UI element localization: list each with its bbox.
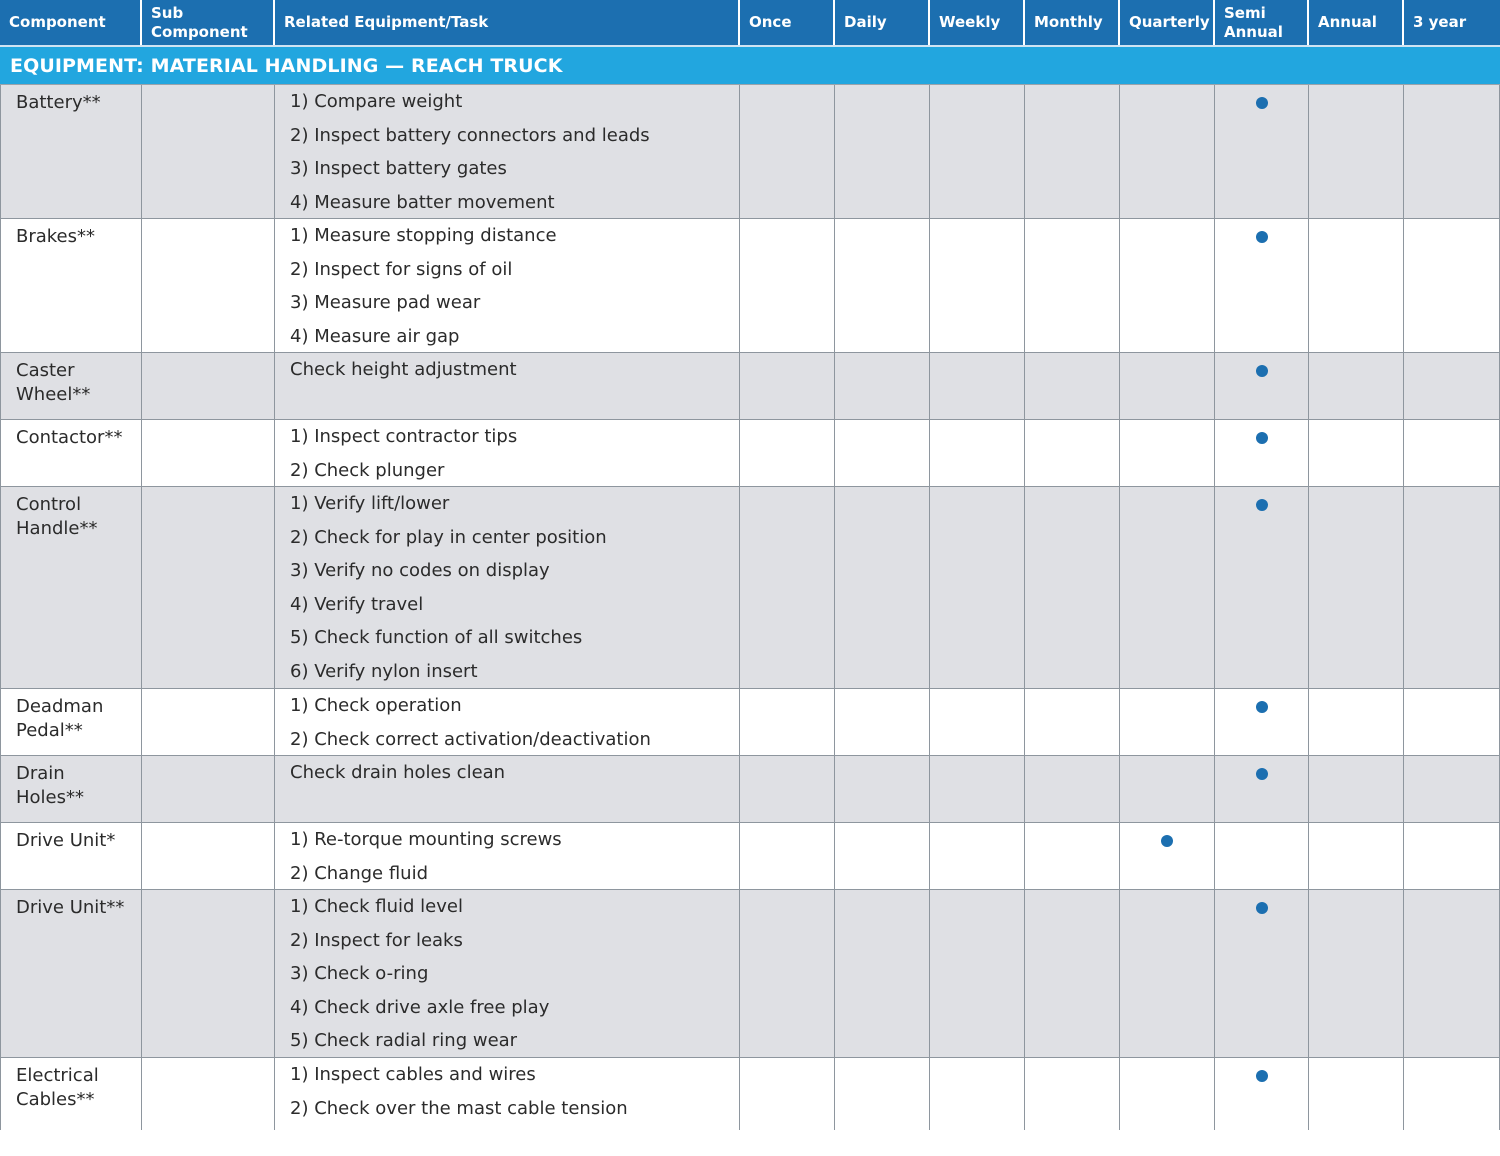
header-3-year: 3 year xyxy=(1413,13,1467,31)
frequency-cell-daily xyxy=(835,890,930,1063)
frequency-cell-once xyxy=(740,487,835,694)
task-item: 4) Check drive axle free play xyxy=(290,996,550,1018)
table-header xyxy=(0,0,1500,47)
frequency-cell-weekly xyxy=(930,219,1025,358)
task-item: 2) Inspect for leaks xyxy=(290,929,463,951)
frequency-cell-monthly xyxy=(1025,420,1120,492)
frequency-cell-daily xyxy=(835,85,930,224)
frequency-cell-monthly xyxy=(1025,1058,1120,1130)
sub-component-cell xyxy=(142,219,275,358)
task-item: 2) Inspect battery connectors and leads xyxy=(290,124,650,146)
task-item: Check height adjustment xyxy=(290,359,517,380)
frequency-cell-annual xyxy=(1309,689,1404,761)
frequency-cell-annual xyxy=(1309,823,1404,895)
frequency-cell-3-year xyxy=(1404,219,1500,358)
scheduled-dot-icon xyxy=(1256,432,1268,444)
frequency-cell-annual xyxy=(1309,219,1404,358)
header-annual: Annual xyxy=(1309,0,1404,45)
table-row xyxy=(0,487,1500,689)
frequency-cell-daily xyxy=(835,823,930,895)
task-item: 1) Inspect contractor tips xyxy=(290,426,518,447)
sub-component-cell xyxy=(142,85,275,224)
frequency-cell-monthly xyxy=(1025,353,1120,419)
task-item: 4) Measure air gap xyxy=(290,325,460,347)
component-cell: Deadman Pedal** xyxy=(0,689,142,761)
frequency-cell-annual xyxy=(1309,756,1404,822)
frequency-cell-once xyxy=(740,420,835,492)
frequency-cell-3-year xyxy=(1404,756,1500,822)
table-row xyxy=(0,219,1500,353)
task-item: 5) Check function of all switches xyxy=(290,627,583,649)
task-item: 3) Measure pad wear xyxy=(290,292,481,314)
task-item: 1) Verify lift/lower xyxy=(290,493,450,514)
task-item: 1) Compare weight xyxy=(290,91,463,112)
frequency-cell-quarterly xyxy=(1120,1058,1215,1130)
frequency-cell-semi-annual xyxy=(1215,219,1309,358)
frequency-cell-semi-annual xyxy=(1215,823,1309,895)
component-cell: Caster Wheel** xyxy=(0,353,142,419)
frequency-cell-quarterly xyxy=(1120,689,1215,761)
frequency-cell-3-year xyxy=(1404,420,1500,492)
header-weekly: Weekly xyxy=(930,0,1025,45)
scheduled-dot-icon xyxy=(1256,499,1268,511)
task-item: 5) Check radial ring wear xyxy=(290,1030,518,1052)
component-cell: Contactor** xyxy=(0,420,142,492)
task-item: 2) Change fluid xyxy=(290,862,429,884)
task-item: 2) Check over the mast cable tension xyxy=(290,1097,628,1119)
task-cell xyxy=(275,689,740,761)
sub-component-cell xyxy=(142,689,275,761)
sub-component-cell xyxy=(142,487,275,694)
task-item: 2) Check correct activation/deactivation xyxy=(290,728,651,750)
component-cell: Drive Unit* xyxy=(0,823,142,895)
frequency-cell-weekly xyxy=(930,823,1025,895)
table-row xyxy=(0,353,1500,420)
frequency-cell-once xyxy=(740,823,835,895)
task-cell xyxy=(275,353,740,419)
frequency-cell-semi-annual xyxy=(1215,487,1309,694)
component-cell: Control Handle** xyxy=(0,487,142,694)
frequency-cell-once xyxy=(740,890,835,1063)
task-item: 1) Inspect cables and wires xyxy=(290,1064,536,1085)
frequency-cell-3-year xyxy=(1404,890,1500,1063)
frequency-cell-3-year xyxy=(1404,689,1500,761)
task-item: Check drain holes clean xyxy=(290,762,506,783)
task-item: 3) Verify no codes on display xyxy=(290,560,550,582)
frequency-cell-monthly xyxy=(1025,689,1120,761)
header-monthly: Monthly xyxy=(1025,0,1120,45)
frequency-cell-weekly xyxy=(930,756,1025,822)
frequency-cell-daily xyxy=(835,756,930,822)
task-item: 2) Check plunger xyxy=(290,459,445,481)
frequency-cell-quarterly xyxy=(1120,756,1215,822)
frequency-cell-daily xyxy=(835,353,930,419)
header-daily: Daily xyxy=(835,0,930,45)
table-row xyxy=(0,689,1500,756)
frequency-cell-once xyxy=(740,85,835,224)
header-component: Component xyxy=(0,0,142,45)
scheduled-dot-icon xyxy=(1256,768,1268,780)
table-row xyxy=(0,420,1500,487)
frequency-cell-once xyxy=(740,353,835,419)
frequency-cell-annual xyxy=(1309,890,1404,1063)
frequency-cell-monthly xyxy=(1025,487,1120,694)
scheduled-dot-icon xyxy=(1256,701,1268,713)
component-cell: Brakes** xyxy=(0,219,142,358)
table-body xyxy=(0,85,1500,1125)
frequency-cell-weekly xyxy=(930,689,1025,761)
task-item: 4) Measure batter movement xyxy=(290,191,555,213)
frequency-cell-3-year xyxy=(1404,1058,1500,1130)
sub-component-cell xyxy=(142,890,275,1063)
frequency-cell-annual xyxy=(1309,420,1404,492)
frequency-cell-annual xyxy=(1309,487,1404,694)
frequency-cell-weekly xyxy=(930,353,1025,419)
task-cell xyxy=(275,85,740,224)
frequency-cell-once xyxy=(740,1058,835,1130)
task-cell xyxy=(275,1058,740,1130)
sub-component-cell xyxy=(142,1058,275,1130)
frequency-cell-semi-annual xyxy=(1215,1058,1309,1130)
frequency-cell-daily xyxy=(835,219,930,358)
frequency-cell-semi-annual xyxy=(1215,85,1309,224)
task-item: 1) Check fluid level xyxy=(290,896,463,917)
frequency-cell-semi-annual xyxy=(1215,890,1309,1063)
frequency-cell-weekly xyxy=(930,85,1025,224)
scheduled-dot-icon xyxy=(1256,1070,1268,1082)
frequency-cell-annual xyxy=(1309,85,1404,224)
frequency-cell-weekly xyxy=(930,1058,1025,1130)
section-title: EQUIPMENT: MATERIAL HANDLING — REACH TRUCK xyxy=(0,47,1500,85)
header-semi-annual: Semi Annual xyxy=(1215,0,1309,45)
frequency-cell-once xyxy=(740,756,835,822)
table-row xyxy=(0,890,1500,1058)
task-item: 6) Verify nylon insert xyxy=(290,660,478,682)
frequency-cell-monthly xyxy=(1025,219,1120,358)
task-item: 1) Measure stopping distance xyxy=(290,225,557,246)
frequency-cell-quarterly xyxy=(1120,85,1215,224)
frequency-cell-monthly xyxy=(1025,756,1120,822)
frequency-cell-daily xyxy=(835,689,930,761)
frequency-cell-quarterly xyxy=(1120,823,1215,895)
scheduled-dot-icon xyxy=(1256,231,1268,243)
scheduled-dot-icon xyxy=(1256,365,1268,377)
task-item: 3) Inspect battery gates xyxy=(290,158,507,180)
frequency-cell-monthly xyxy=(1025,890,1120,1063)
frequency-cell-once xyxy=(740,689,835,761)
scheduled-dot-icon xyxy=(1256,902,1268,914)
frequency-cell-semi-annual xyxy=(1215,353,1309,419)
frequency-cell-quarterly xyxy=(1120,353,1215,419)
frequency-cell-daily xyxy=(835,1058,930,1130)
component-cell: Electrical Cables** xyxy=(0,1058,142,1130)
frequency-cell-monthly xyxy=(1025,823,1120,895)
component-cell: Drive Unit** xyxy=(0,890,142,1063)
sub-component-cell xyxy=(142,823,275,895)
task-cell xyxy=(275,890,740,1063)
task-cell xyxy=(275,756,740,822)
table-row xyxy=(0,756,1500,823)
frequency-cell-3-year xyxy=(1404,85,1500,224)
table-row xyxy=(0,1058,1500,1125)
sub-component-cell xyxy=(142,420,275,492)
scheduled-dot-icon xyxy=(1161,835,1173,847)
task-item: 1) Check operation xyxy=(290,695,462,716)
header-quarterly: Quarterly xyxy=(1120,0,1215,45)
scheduled-dot-icon xyxy=(1256,97,1268,109)
task-cell xyxy=(275,420,740,492)
sub-component-cell xyxy=(142,756,275,822)
task-item: 4) Verify travel xyxy=(290,593,424,615)
task-item: 2) Inspect for signs of oil xyxy=(290,258,513,280)
component-cell: Drain Holes** xyxy=(0,756,142,822)
frequency-cell-3-year xyxy=(1404,487,1500,694)
frequency-cell-quarterly xyxy=(1120,890,1215,1063)
header-related-task: Related Equipment/Task xyxy=(275,0,740,45)
table-row xyxy=(0,85,1500,219)
frequency-cell-weekly xyxy=(930,487,1025,694)
frequency-cell-weekly xyxy=(930,420,1025,492)
frequency-cell-once xyxy=(740,219,835,358)
frequency-cell-annual xyxy=(1309,353,1404,419)
frequency-cell-annual xyxy=(1309,1058,1404,1130)
task-item: 1) Re-torque mounting screws xyxy=(290,829,562,850)
task-cell xyxy=(275,487,740,694)
frequency-cell-3-year xyxy=(1404,823,1500,895)
frequency-cell-monthly xyxy=(1025,85,1120,224)
frequency-cell-semi-annual xyxy=(1215,689,1309,761)
frequency-cell-quarterly xyxy=(1120,219,1215,358)
frequency-cell-semi-annual xyxy=(1215,420,1309,492)
component-cell: Battery** xyxy=(0,85,142,224)
header-sub-component: Sub Component xyxy=(142,0,275,45)
task-item: 2) Check for play in center position xyxy=(290,526,607,548)
task-item: 3) Check o-ring xyxy=(290,963,429,985)
sub-component-cell xyxy=(142,353,275,419)
frequency-cell-weekly xyxy=(930,890,1025,1063)
frequency-cell-3-year xyxy=(1404,353,1500,419)
frequency-cell-daily xyxy=(835,420,930,492)
frequency-cell-daily xyxy=(835,487,930,694)
task-cell xyxy=(275,823,740,895)
header-once: Once xyxy=(740,0,835,45)
task-cell xyxy=(275,219,740,358)
table-row xyxy=(0,823,1500,890)
frequency-cell-quarterly xyxy=(1120,420,1215,492)
frequency-cell-quarterly xyxy=(1120,487,1215,694)
frequency-cell-semi-annual xyxy=(1215,756,1309,822)
